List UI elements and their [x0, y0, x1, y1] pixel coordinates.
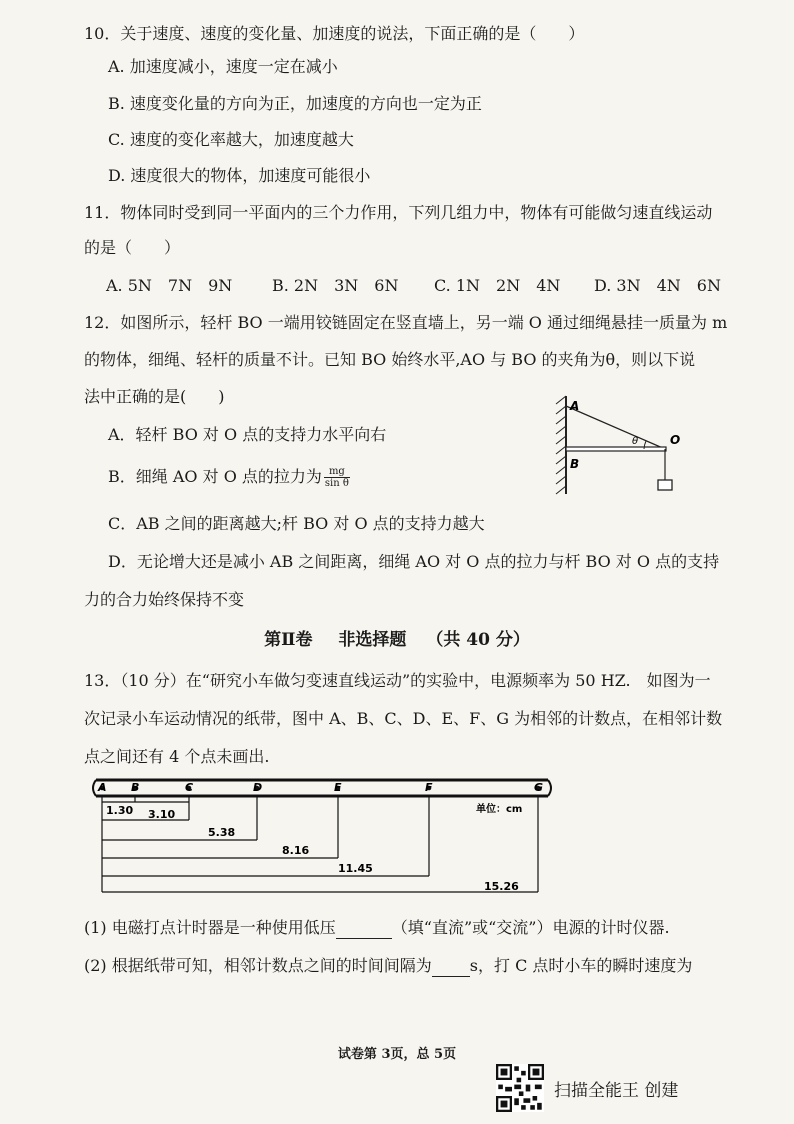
answer-blank-2[interactable]: [432, 956, 470, 977]
tape-left-end: [93, 780, 96, 796]
q12-option-b-text: B．细绳 AO 对 O 点的拉力为: [108, 467, 322, 486]
hanging-mass: [658, 480, 672, 490]
q10-option-a: A. 加速度减小，速度一定在减小: [108, 57, 338, 76]
tape-label-d: D: [253, 781, 263, 794]
tape-label-e: E: [334, 781, 342, 794]
section-2-title: [0, 625, 794, 650]
tape-label-f: F: [425, 781, 433, 794]
label-o: O: [670, 433, 681, 447]
q13-sub2-suffix: s，打 C 点时小车的瞬时速度为: [469, 956, 693, 975]
fraction-numerator: mg: [324, 466, 350, 478]
q13-stem-cont1: 次记录小车运动情况的纸带，图中 A、B、C、D、E、F、G 为相邻的计数点，在相邻计数: [84, 709, 723, 728]
tape-unit-label: 单位：cm: [476, 804, 523, 815]
dist-ac: 5.38: [208, 826, 236, 839]
q11-choice-a: A. 5N 7N 9N: [106, 276, 233, 295]
tape-label-c: C: [185, 781, 194, 794]
q12-stem: 12．如图所示，轻杆 BO 一端用铰链固定在竖直墙上，另一端 O 通过细绳悬挂一质量为 m: [84, 313, 728, 332]
section-2-score: （共 40 分）: [426, 630, 530, 650]
q11-choice-c: C. 1N 2N 4N: [434, 276, 561, 295]
q12-force-diagram: [552, 392, 692, 498]
dist-bc: 3.10: [148, 808, 176, 821]
dist-ae: 11.45: [338, 862, 373, 875]
q10-option-b: B. 速度变化量的方向为正，加速度的方向也一定为正: [108, 94, 482, 113]
label-a: A: [570, 399, 580, 413]
dist-ab: 1.30: [106, 804, 134, 817]
q13-sub1-suffix: （填“直流”或“交流”）电源的计时仪器.: [391, 918, 670, 937]
page-footer: 试卷第 3页，总 5页: [337, 1047, 457, 1062]
q11-stem: 11．物体同时受到同一平面内的三个力作用，下列几组力中，物体有可能做匀速直线运动: [84, 203, 713, 222]
tape-label-a: A: [98, 781, 107, 794]
q12-option-d: D．无论增大还是减小 AB 之间距离，细绳 AO 对 O 点的拉力与杆 BO 对 O 点的支持: [108, 552, 720, 571]
wall-hatching: [556, 396, 566, 494]
dist-ad: 8.16: [282, 844, 310, 857]
q13-sub1: [84, 918, 670, 939]
tape-label-b: B: [131, 781, 140, 794]
q13-sub2: [84, 956, 692, 977]
q12-stem-cont1: 的物体，细绳、轻杆的质量不计。已知 BO 始终水平,AO 与 BO 的夹角为θ，则以下说: [84, 350, 696, 369]
q12-option-d-cont: 力的合力始终保持不变: [84, 590, 245, 609]
scanner-watermark: 扫描全能王 创建: [554, 1081, 679, 1101]
answer-blank-1[interactable]: [336, 918, 392, 939]
q11-choice-d: D. 3N 4N 6N: [594, 276, 721, 295]
tape-right-end: [548, 780, 551, 796]
q12-option-a: A．轻杆 BO 对 O 点的支持力水平向右: [108, 425, 387, 444]
q11-choice-b: B. 2N 3N 6N: [272, 276, 399, 295]
label-b: B: [570, 457, 580, 471]
q10-option-c: C. 速度的变化率越大，加速度越大: [108, 130, 354, 149]
q13-stem-cont2: 点之间还有 4 个点未画出.: [84, 747, 270, 766]
rod-bo: [566, 447, 666, 451]
q12-stem-cont2: 法中正确的是( ): [84, 387, 225, 406]
fraction-denominator: sin θ: [324, 478, 349, 489]
q10-option-d: D. 速度很大的物体，加速度可能很小: [108, 166, 371, 185]
q12-option-c: C．AB 之间的距离越大;杆 BO 对 O 点的支持力越大: [108, 514, 485, 533]
section-2-name: 非选择题: [338, 630, 407, 650]
label-theta: θ: [632, 436, 639, 447]
rope-ao: [566, 406, 665, 449]
q12-fraction: [324, 466, 350, 489]
dist-af: 15.26: [484, 880, 519, 893]
q13-stem: 13．（10 分）在“研究小车做匀变速直线运动”的实验中，电源频率为 50 HZ. 如图为一: [84, 671, 711, 690]
q11-stem-cont: 的是（ ）: [84, 238, 181, 257]
q13-sub1-text: (1) 电磁打点计时器是一种使用低压: [84, 918, 336, 937]
section-2-part: 第Ⅱ卷: [264, 630, 313, 650]
paper-tape-diagram: [86, 774, 566, 902]
qr-code-icon: [496, 1064, 544, 1112]
q13-sub2-text: (2) 根据纸带可知，相邻计数点之间的时间间隔为: [84, 956, 432, 975]
q10-stem: 10．关于速度、速度的变化量、加速度的说法，下面正确的是（ ）: [84, 24, 585, 43]
q12-option-b: [108, 466, 350, 489]
tape-label-g: G: [534, 781, 544, 794]
